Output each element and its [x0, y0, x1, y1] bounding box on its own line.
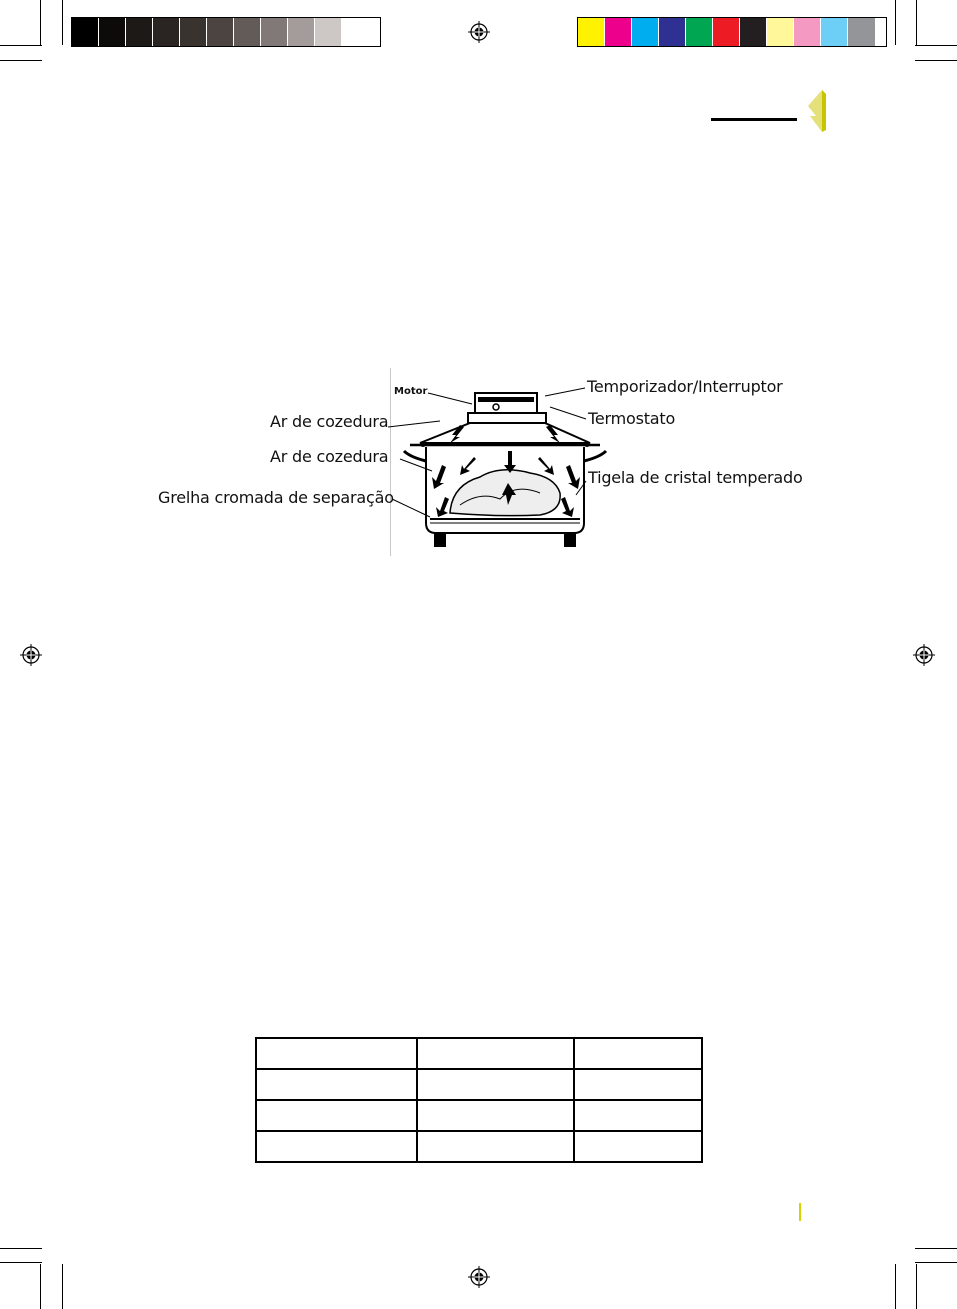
chrome-rack-label: Grelha cromada de separação: [158, 488, 394, 507]
table-cell: [574, 1069, 702, 1100]
spec-table: [255, 1037, 703, 1163]
table-cell: [256, 1069, 417, 1100]
table-row: [256, 1131, 702, 1162]
registration-mark-bottom-icon: [468, 1266, 490, 1288]
table-cell: [256, 1100, 417, 1131]
grayscale-swatch: [180, 18, 207, 46]
color-swatch: [821, 18, 848, 46]
cooking-air-label-1: Ar de cozedura: [270, 412, 389, 431]
color-swatch: [632, 18, 659, 46]
grayscale-bar: [71, 17, 381, 47]
thermostat-label: Termostato: [588, 409, 676, 428]
grayscale-swatch: [261, 18, 288, 46]
color-swatch: [794, 18, 821, 46]
registration-mark-right-icon: [913, 644, 935, 666]
table-cell: [417, 1038, 574, 1069]
motor-label: Motor: [394, 386, 428, 397]
table-row: [256, 1100, 702, 1131]
air-fryer-diagram: [150, 365, 820, 565]
glass-bowl-label: Tigela de cristal temperado: [588, 468, 803, 487]
table-cell: [574, 1131, 702, 1162]
timer-switch-label: Temporizador/Interruptor: [587, 377, 783, 396]
grayscale-swatch: [99, 18, 126, 46]
table-cell: [574, 1100, 702, 1131]
table-cell: [417, 1131, 574, 1162]
grayscale-swatch: [72, 18, 99, 46]
brand-mark-icon: [806, 90, 828, 132]
grayscale-swatch: [234, 18, 261, 46]
page-marker: [799, 1203, 801, 1221]
grayscale-swatch: [207, 18, 234, 46]
registration-mark-left-icon: [20, 644, 42, 666]
color-swatch: [686, 18, 713, 46]
table-cell: [417, 1069, 574, 1100]
table-cell: [256, 1131, 417, 1162]
cooking-air-label-2: Ar de cozedura: [270, 447, 389, 466]
color-swatch: [740, 18, 767, 46]
table-row: [256, 1038, 702, 1069]
color-swatch: [578, 18, 605, 46]
table-cell: [417, 1100, 574, 1131]
table-row: [256, 1069, 702, 1100]
grayscale-swatch: [126, 18, 153, 46]
color-bar: [577, 17, 887, 47]
grayscale-swatch: [342, 18, 369, 46]
color-swatch: [767, 18, 794, 46]
grayscale-swatch: [288, 18, 315, 46]
grayscale-swatch: [315, 18, 342, 46]
header-rule: [711, 118, 797, 121]
color-swatch: [713, 18, 740, 46]
grayscale-swatch: [153, 18, 180, 46]
color-swatch: [659, 18, 686, 46]
table-cell: [256, 1038, 417, 1069]
color-swatch: [605, 18, 632, 46]
registration-mark-top-icon: [468, 21, 490, 43]
color-swatch: [848, 18, 875, 46]
table-cell: [574, 1038, 702, 1069]
